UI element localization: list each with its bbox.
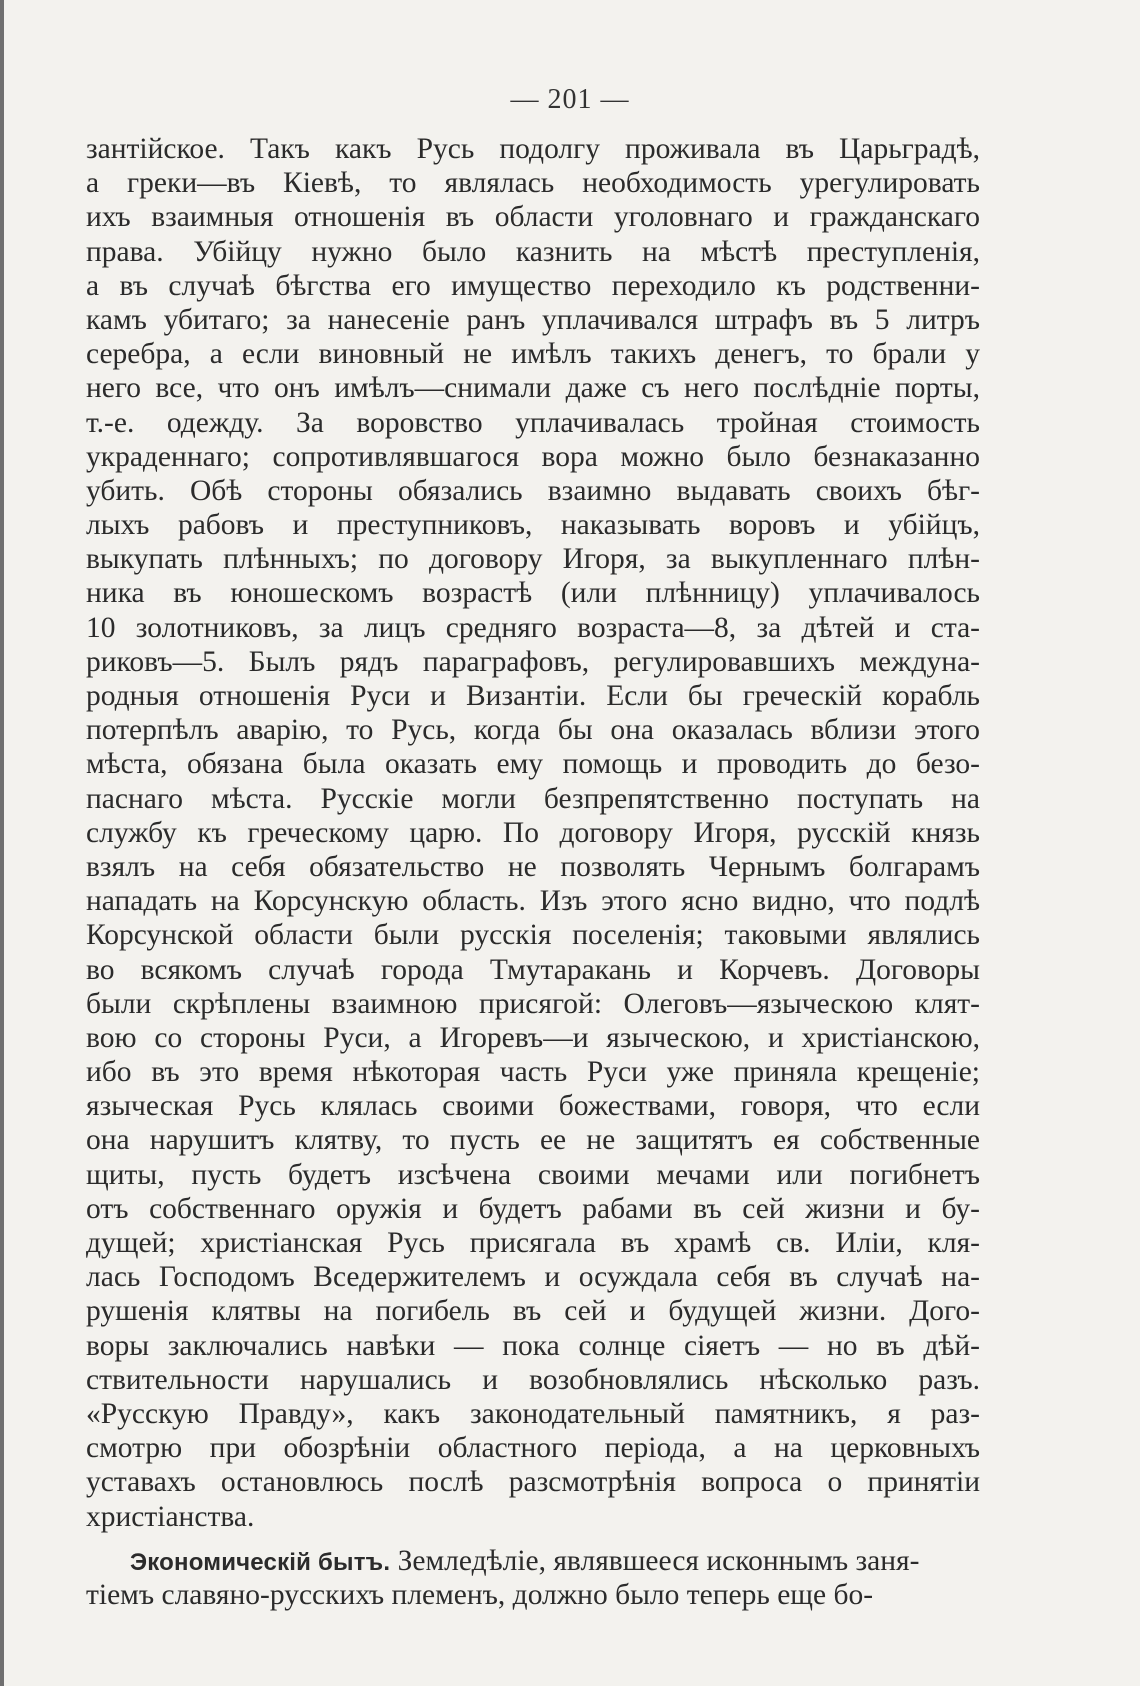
text-line: воры заключались навѣки — пока солнце сіяетъ — но въ дѣй- — [86, 1329, 980, 1362]
text-line: 10 золотниковъ, за лицъ средняго возраста—8, за дѣтей и ста- — [86, 611, 980, 644]
text-line: потерпѣлъ аварію, то Русь, когда бы она оказалась вблизи этого — [86, 714, 980, 747]
text-line: убить. Обѣ стороны обязались взаимно выдавать своихъ бѣг- — [86, 474, 980, 507]
text-line: были скрѣплены взаимною присягой: Олеговъ—языческою клят- — [86, 987, 980, 1020]
page-left-edge — [0, 0, 4, 1686]
text-line: украденнаго; сопротивлявшагося вора можно было безнаказанно — [86, 440, 980, 473]
text-line: паснаго мѣста. Русскіе могли безпрепятственно поступать на — [86, 782, 980, 815]
text-line: зантійское. Такъ какъ Русь подолгу проживала въ Царьградѣ, — [86, 133, 980, 165]
text-line: дущей; христіанская Русь присягала въ храмѣ св. Иліи, кля- — [86, 1227, 980, 1259]
paragraph-legal-relations — [86, 132, 980, 1534]
text-line: тіемъ славяно-русскихъ племенъ, должно было теперь еще бо- — [86, 1578, 874, 1611]
paragraph-economic-life — [86, 1544, 980, 1612]
text-line: христіанства. — [86, 1500, 255, 1533]
text-line: уставахъ остановлюсь послѣ разсмотрѣнія вопроса о принятіи — [86, 1466, 980, 1499]
text-line: лыхъ рабовъ и преступниковъ, наказывать воровъ и убійцъ, — [86, 509, 980, 542]
text-line: Корсунской области были русскія поселенія; таковыми являлись — [86, 919, 980, 952]
text-line: а въ случаѣ бѣгства его имущество переходило къ родственни- — [86, 269, 980, 302]
text-line: мѣста, обязана была оказать ему помощь и проводить до безо- — [86, 748, 980, 781]
text-line: лась Господомъ Вседержителемъ и осуждала себя въ случаѣ на- — [86, 1261, 980, 1294]
text-line: ника въ юношескомъ возрастѣ (или плѣнницу) уплачивалось — [86, 577, 980, 610]
text-line: она нарушитъ клятву, то пусть ее не защитятъ ея собственные — [86, 1124, 980, 1157]
text-line: ствительности нарушались и возобновлялись нѣсколько разъ. — [86, 1363, 980, 1396]
text-line: нападать на Корсунскую область. Изъ этого ясно видно, что подлѣ — [86, 885, 980, 918]
text-line: риковъ—5. Былъ рядъ параграфовъ, регулировавшихъ междуна- — [86, 645, 980, 678]
text-line: взялъ на себя обязательство не позволять Чернымъ болгарамъ — [86, 850, 980, 883]
text-line: камъ убитаго; за нанесеніе ранъ уплачивался штрафъ въ 5 литръ — [86, 303, 980, 336]
text-line: родныя отношенія Руси и Византіи. Если бы греческій корабль — [86, 680, 980, 712]
text-line: выкупать плѣнныхъ; по договору Игоря, за выкупленнаго плѣн- — [86, 543, 980, 576]
text-line: серебра, а если виновный не имѣлъ такихъ денегъ, то брали у — [86, 338, 980, 371]
text-line: службу къ греческому царю. По договору Игоря, русскій князь — [86, 816, 980, 849]
text-line: ихъ взаимныя отношенія въ области уголовнаго и гражданскаго — [86, 201, 980, 234]
text-line: ибо въ это время нѣкоторая часть Руси уже приняла крещеніе; — [86, 1056, 980, 1089]
text-line: отъ собственнаго оружія и будетъ рабами въ сей жизни и бу- — [86, 1192, 980, 1225]
paragraph-line-text: Земледѣліе, являвшееся исконнымъ заня- — [397, 1544, 920, 1577]
paragraph-first-line — [86, 1544, 980, 1578]
text-line: него все, что онъ имѣлъ—снимали даже съ него послѣдніе порты, — [86, 372, 980, 405]
text-line: «Русскую Правду», какъ законодательный памятникъ, я раз- — [86, 1397, 980, 1430]
section-title: Экономическій бытъ. — [130, 1548, 391, 1576]
text-line: т.-е. одежду. За воровство уплачивалась тройная стоимость — [86, 406, 980, 439]
text-line: во всякомъ случаѣ города Тмутаракань и Корчевъ. Договоры — [86, 953, 980, 986]
text-line: вою со стороны Руси, а Игоревъ—и языческою, и христіанскою, — [86, 1021, 980, 1054]
text-line: смотрю при обозрѣніи областного періода, а на церковныхъ — [86, 1432, 980, 1465]
text-line: рушенія клятвы на погибель въ сей и будущей жизни. Дого- — [86, 1295, 980, 1328]
text-line: права. Убійцу нужно было казнить на мѣстѣ преступленія, — [86, 235, 980, 268]
text-line: щиты, пусть будетъ изсѣчена своими мечами или погибнетъ — [86, 1158, 980, 1191]
page-content — [86, 132, 980, 1612]
text-line: а греки—въ Кіевѣ, то являлась необходимость урегулировать — [86, 167, 980, 200]
page-number: — 201 — — [510, 84, 630, 115]
text-line: языческая Русь клялась своими божествами, говоря, что если — [86, 1090, 980, 1123]
